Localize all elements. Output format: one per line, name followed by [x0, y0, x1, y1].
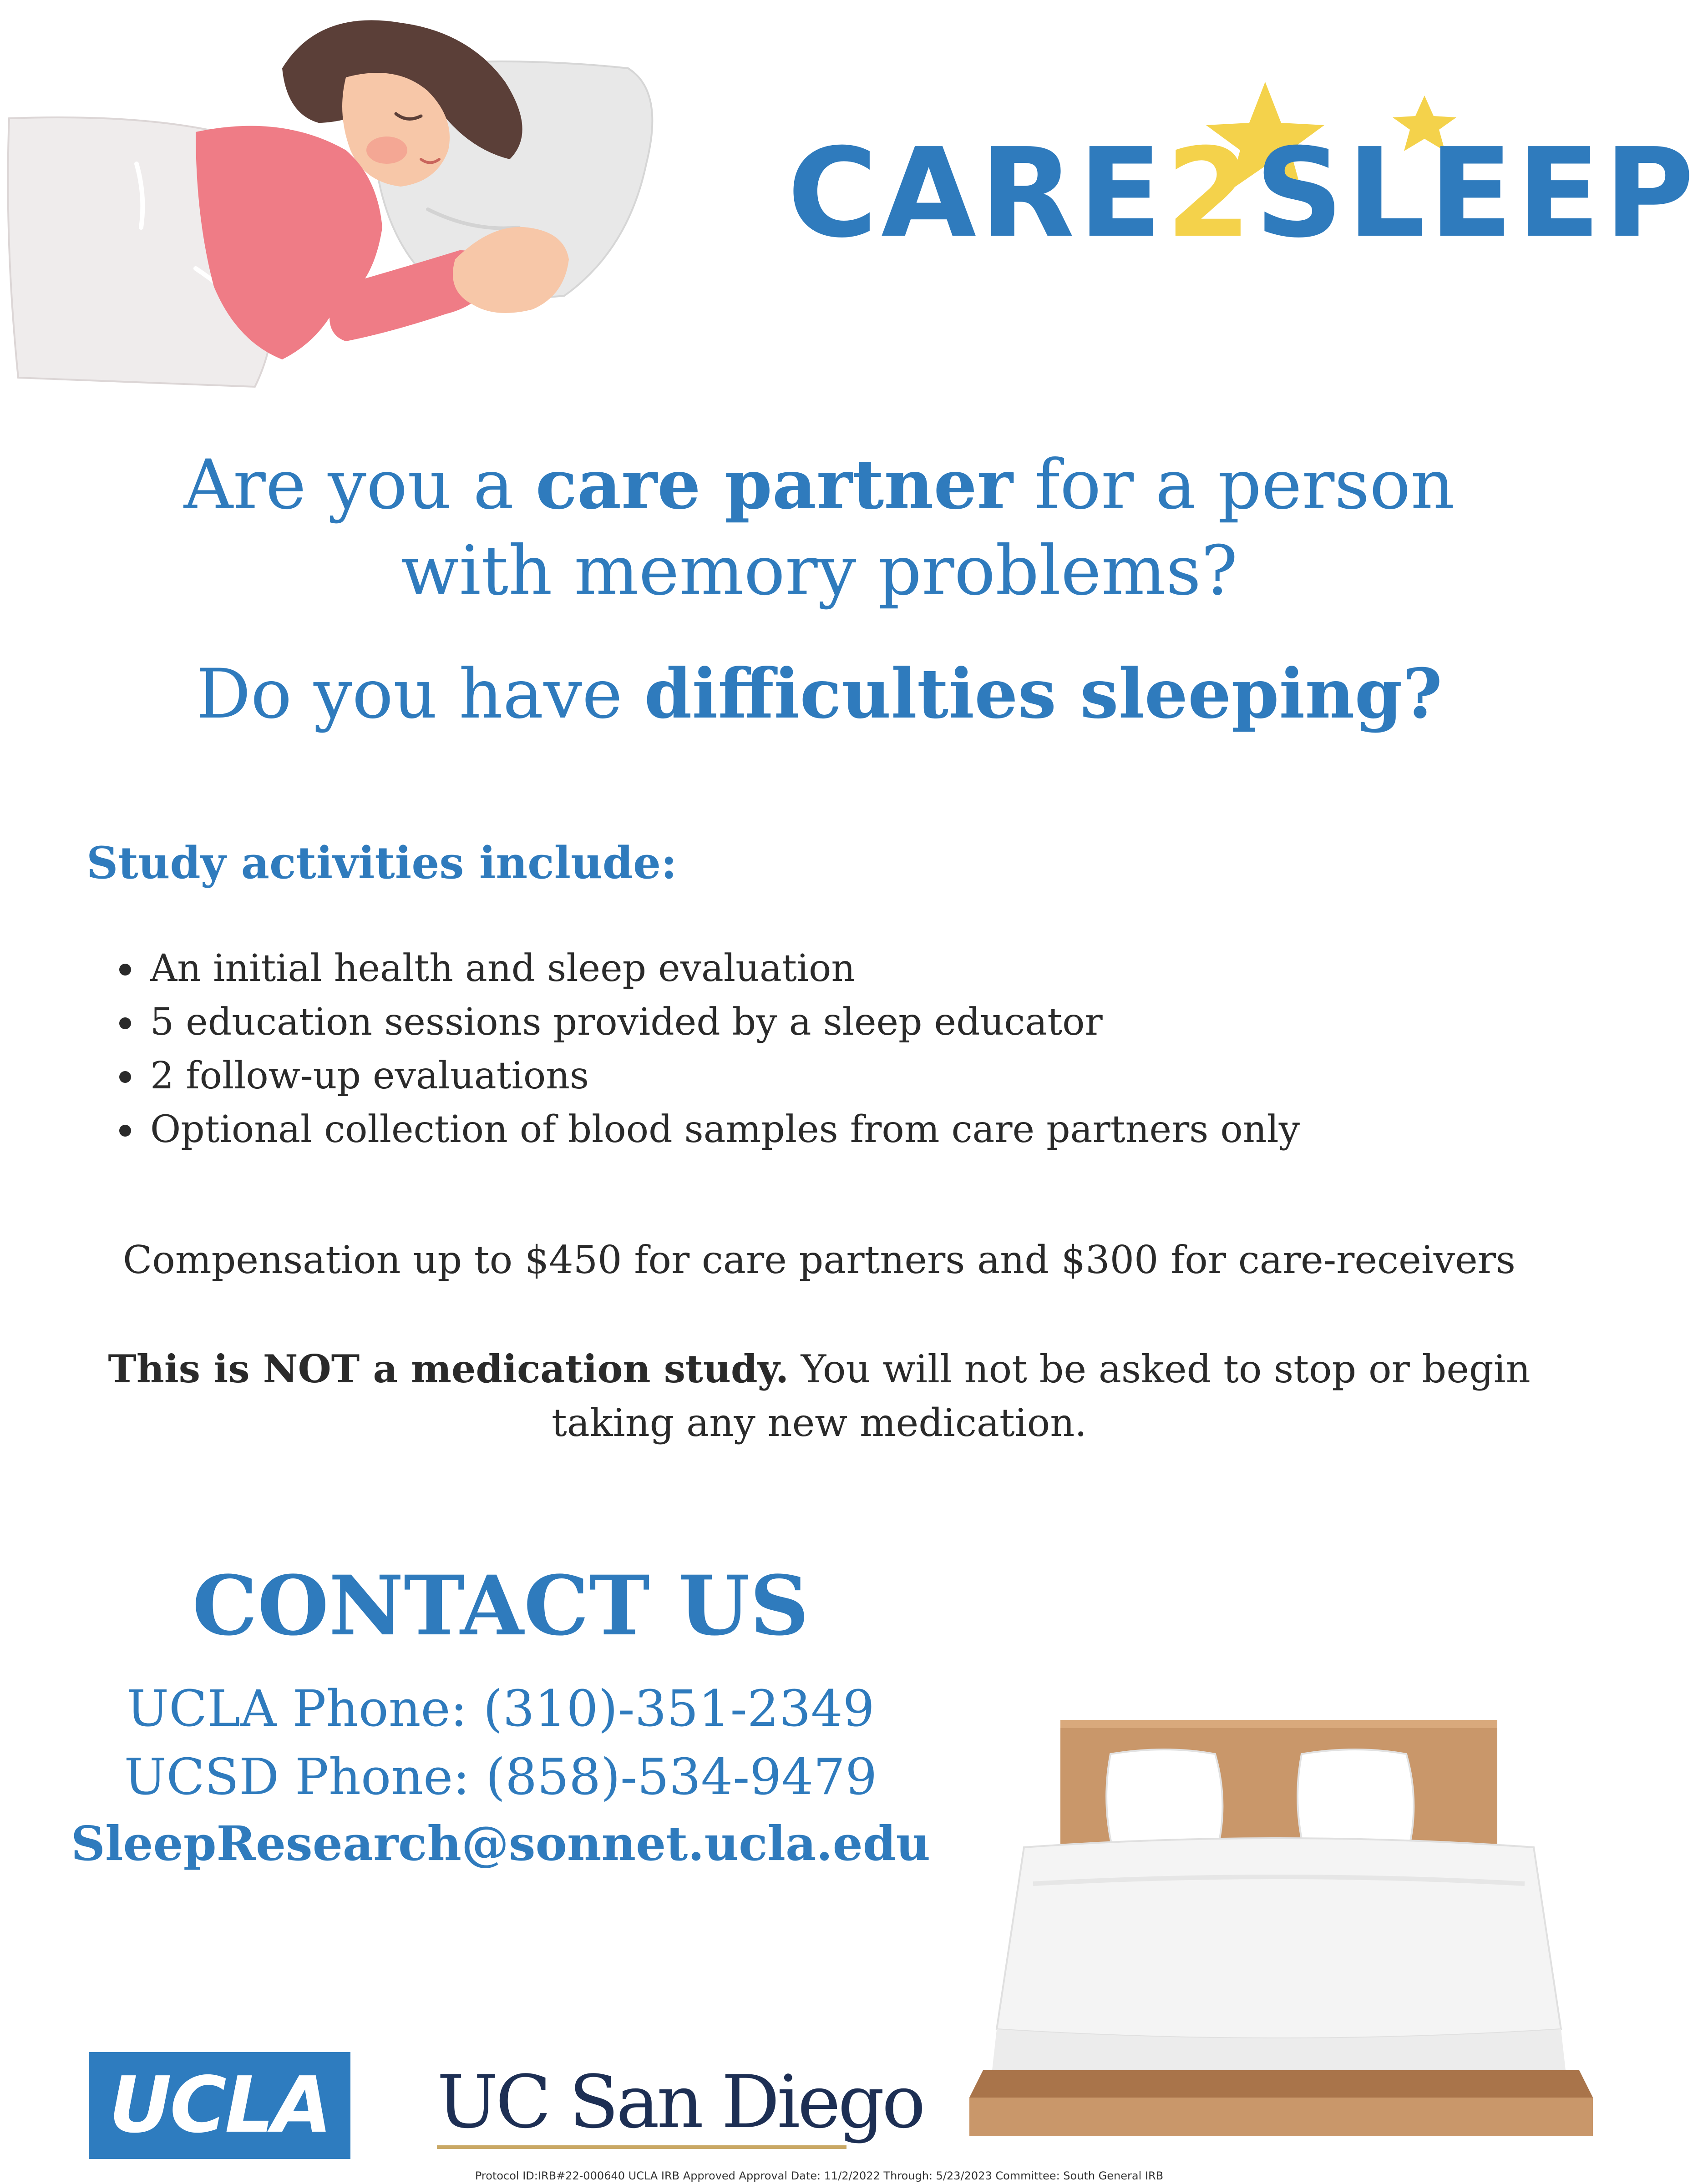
ucsd-logo	[437, 2057, 923, 2157]
compensation-text: Compensation up to $450 for care partners and $300 for care-receivers	[122, 1238, 1516, 1282]
logo-two: 2	[1166, 121, 1255, 265]
headline-text: Do you have	[196, 655, 644, 734]
contact-title: CONTACT US	[192, 1558, 809, 1654]
headline-line-2: with memory problems?	[400, 531, 1238, 611]
bullet-icon	[119, 1071, 131, 1083]
not-medication-rest: You will not be asked to stop or begin taking any new medication.	[551, 1347, 1531, 1445]
headline-line-1	[0, 445, 1638, 525]
list-item	[109, 1049, 1300, 1103]
list-item	[109, 1103, 1300, 1157]
headline-text: for a person	[1013, 445, 1455, 525]
headline-bold: care partner	[535, 445, 1013, 525]
headline-line-3	[0, 654, 1638, 734]
bed-illustration	[947, 1711, 1611, 2138]
list-item-text: An initial health and sleep evaluation	[150, 947, 856, 990]
headline-text: Are you a	[183, 445, 536, 525]
sleeping-woman-illustration	[0, 14, 674, 423]
not-medication-notice	[91, 1342, 1547, 1450]
email-link[interactable]: SleepResearch@sonnet.ucla.edu	[71, 1815, 931, 1871]
activities-title: Study activities include:	[86, 837, 677, 889]
logo-wordmark	[787, 121, 1698, 265]
irb-footer: Protocol ID:IRB#22-000640 UCLA IRB Approved Approval Date: 11/2/2022 Through: 5/23/2023 Committee: South General IRB	[475, 2169, 1164, 2182]
ucsd-logo-underline	[437, 2145, 846, 2149]
ucla-logo	[89, 2052, 350, 2159]
care2sleep-logo	[774, 68, 1698, 265]
ucla-phone[interactable]: UCLA Phone: (310)-351-2349	[127, 1679, 875, 1738]
list-item	[109, 996, 1300, 1049]
not-medication-bold: This is NOT a medication study.	[108, 1346, 789, 1391]
activities-list	[109, 942, 1300, 1157]
bullet-icon	[119, 964, 131, 976]
ucsd-logo-text: UC San Diego	[437, 2059, 923, 2144]
list-item-text: 5 education sessions provided by a sleep educator	[150, 1001, 1103, 1044]
ucsd-phone[interactable]: UCSD Phone: (858)-534-9479	[124, 1748, 877, 1806]
bullet-icon	[119, 1017, 131, 1029]
list-item	[109, 942, 1300, 996]
headline-bold: difficulties sleeping?	[644, 654, 1443, 734]
list-item-text: 2 follow-up evaluations	[150, 1054, 589, 1097]
logo-prefix: CARE	[787, 121, 1166, 265]
ucla-logo-text: UCLA	[109, 2060, 330, 2150]
bullet-icon	[119, 1125, 131, 1137]
logo-suffix: SLEEP	[1255, 121, 1698, 265]
list-item-text: Optional collection of blood samples from care partners only	[150, 1108, 1300, 1151]
